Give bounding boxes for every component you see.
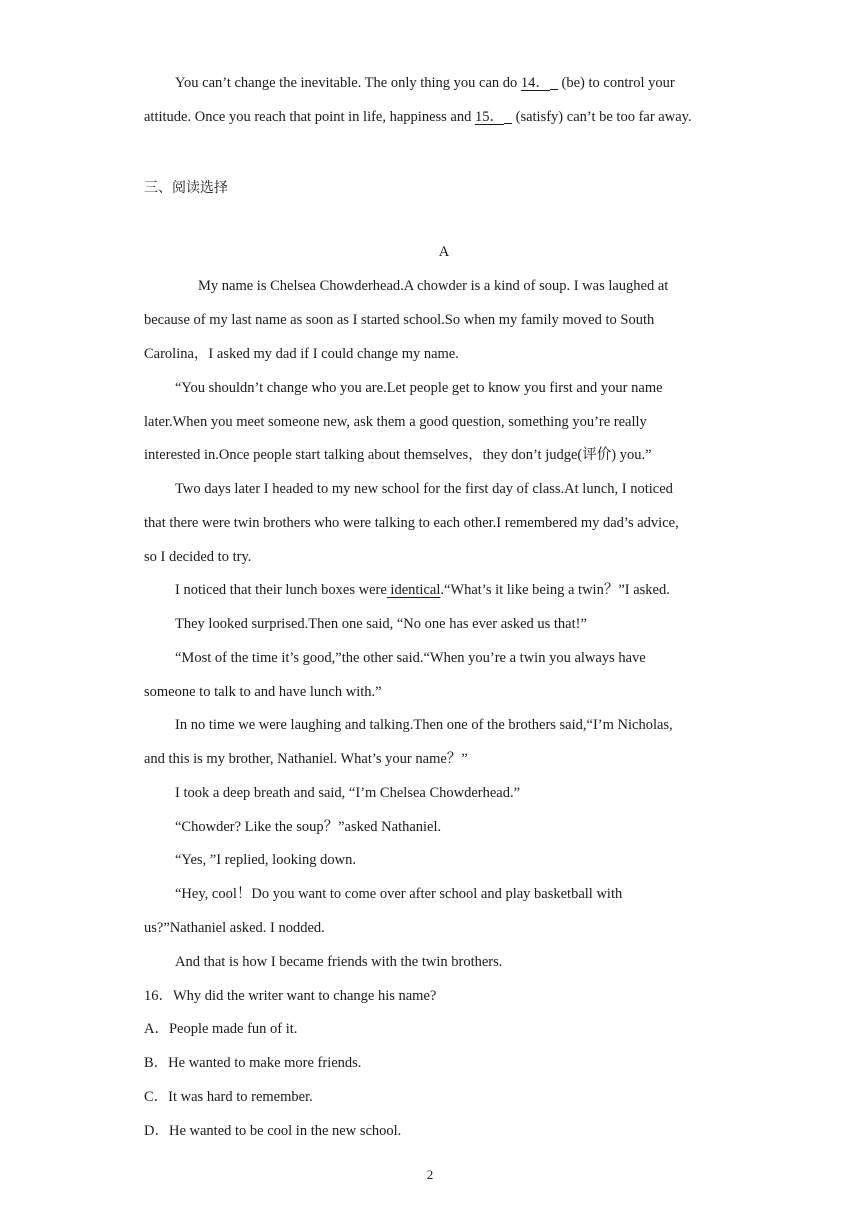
cloze-text: (satisfy) can’t be too far away. xyxy=(512,109,692,125)
passage-line: “Chowder? Like the soup？”asked Nathaniel. xyxy=(175,819,442,835)
passage-line: and this is my brother, Nathaniel. What’s your name？” xyxy=(144,751,468,767)
question-option-a: A．People made fun of it. xyxy=(144,1021,298,1037)
passage-line: My name is Chelsea Chowderhead.A chowder is a kind of soup. I was laughed at xyxy=(198,278,669,294)
passage-line: later.When you meet someone new, ask them a good question, something you’re really xyxy=(144,414,647,430)
passage-line: And that is how I became friends with the twin brothers. xyxy=(175,954,503,970)
passage-line-identical xyxy=(175,580,670,600)
section-heading: 三、阅读选择 xyxy=(144,180,228,196)
cloze-text: attitude. Once you reach that point in life, happiness and xyxy=(144,109,475,125)
passage-line: Carolina，I asked my dad if I could change my name. xyxy=(144,346,459,362)
underlined-word-identical: identical xyxy=(386,582,441,598)
passage-line: “You shouldn’t change who you are.Let people get to know you first and your name xyxy=(175,380,663,396)
passage-label: A xyxy=(438,244,450,260)
passage-line: “Yes, ”I replied, looking down. xyxy=(175,852,356,868)
passage-line: someone to talk to and have lunch with.” xyxy=(144,684,382,700)
blank-15-underline xyxy=(504,109,512,124)
question-option-d: D．He wanted to be cool in the new school. xyxy=(144,1123,402,1139)
passage-line: so I decided to try. xyxy=(144,549,252,565)
question-option-b: B．He wanted to make more friends. xyxy=(144,1055,362,1071)
blank-14-underline xyxy=(550,75,558,90)
blank-14: 14． xyxy=(520,75,550,91)
passage-line: “Most of the time it’s good,”the other said.“When you’re a twin you always have xyxy=(175,650,646,666)
passage-line: In no time we were laughing and talking.Then one of the brothers said,“I’m Nicholas, xyxy=(175,717,673,733)
cloze-line-2 xyxy=(144,107,692,127)
passage-line: because of my last name as soon as I started school.So when my family moved to South xyxy=(144,312,655,328)
cloze-text: (be) to control your xyxy=(557,75,675,91)
passage-line: They looked surprised.Then one said, “No one has ever asked us that!” xyxy=(175,616,587,632)
passage-line: Two days later I headed to my new school for the first day of class.At lunch, I noticed xyxy=(175,481,673,497)
passage-line: us?”Nathaniel asked. I nodded. xyxy=(144,920,325,936)
passage-line: interested in.Once people start talking about themselves，they don’t judge(评价) you.” xyxy=(144,447,652,463)
question-option-c: C．It was hard to remember. xyxy=(144,1089,313,1105)
cloze-text: You can’t change the inevitable. The only thing you can do xyxy=(175,75,521,91)
blank-15: 15． xyxy=(475,109,504,125)
passage-text: .“What’s it like being a twin？”I asked. xyxy=(440,582,670,598)
passage-text: I noticed that their lunch boxes were xyxy=(175,582,387,598)
passage-line: that there were twin brothers who were talking to each other.I remembered my dad’s advice, xyxy=(144,515,679,531)
passage-line: I took a deep breath and said, “I’m Chelsea Chowderhead.” xyxy=(175,785,521,801)
page-number: 2 xyxy=(426,1167,434,1182)
question-stem: 16．Why did the writer want to change his name? xyxy=(144,988,437,1004)
passage-line: “Hey, cool！Do you want to come over after school and play basketball with xyxy=(175,886,623,902)
cloze-line-1 xyxy=(175,73,675,93)
